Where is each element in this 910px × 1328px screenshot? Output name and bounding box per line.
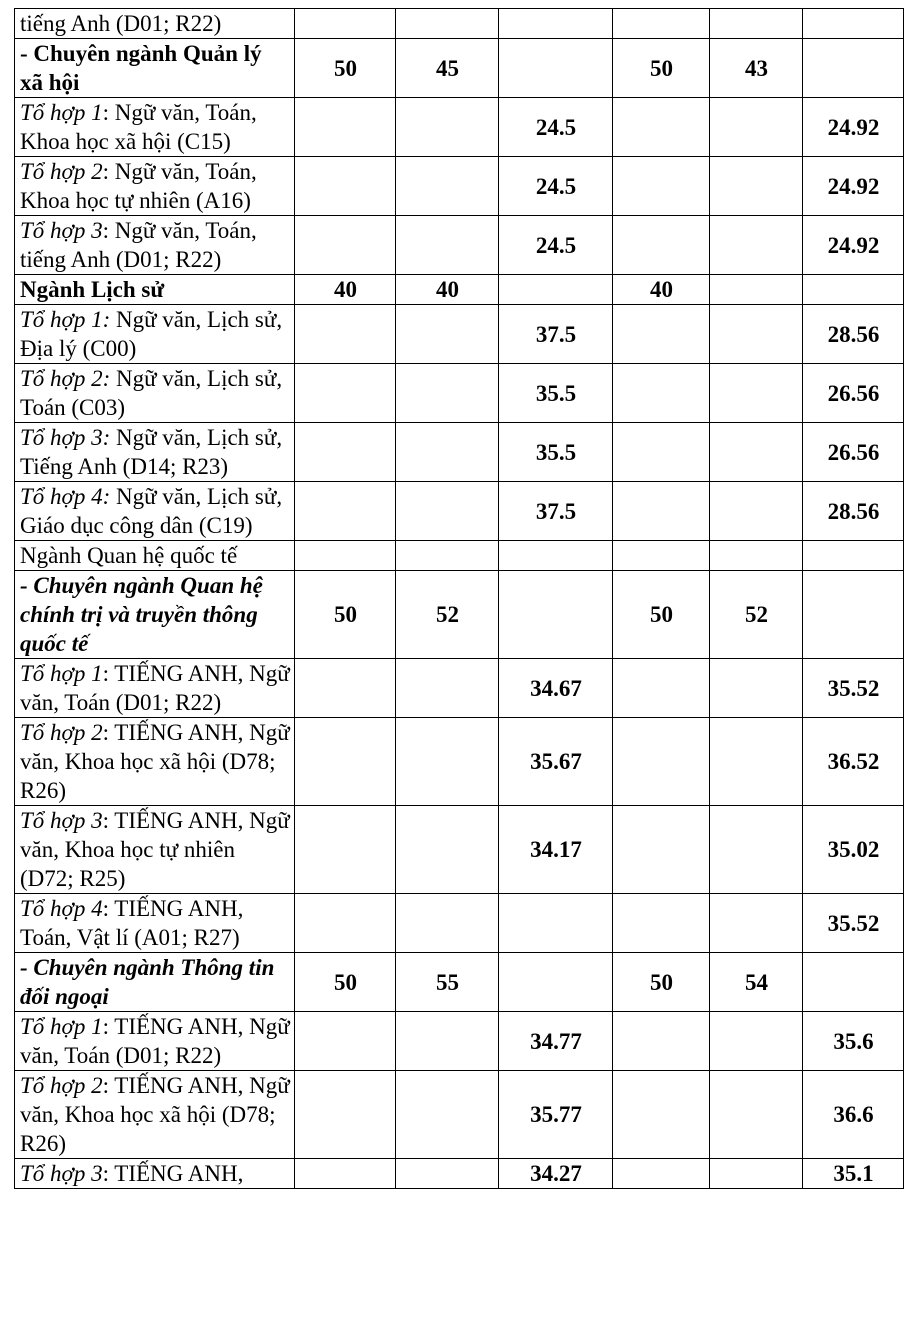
- value-cell-c6: [803, 39, 904, 98]
- value-cell-c5: [710, 275, 803, 305]
- value-cell-c3: 34.67: [499, 659, 613, 718]
- value-cell-c6: [803, 541, 904, 571]
- table-body: [15, 9, 904, 1189]
- value-cell-c5: [710, 659, 803, 718]
- value-cell-c6: 28.56: [803, 305, 904, 364]
- value-cell-c6: 35.02: [803, 806, 904, 894]
- program-label-cell: [15, 1012, 295, 1071]
- value-cell-c5: [710, 482, 803, 541]
- table-row: [15, 894, 904, 953]
- value-cell-c3: [499, 953, 613, 1012]
- table-row: [15, 1012, 904, 1071]
- value-cell-c6: [803, 953, 904, 1012]
- value-cell-c1: [295, 98, 396, 157]
- program-label-cell: [15, 953, 295, 1012]
- value-cell-c6: [803, 275, 904, 305]
- value-cell-c1: [295, 718, 396, 806]
- value-cell-c6: 35.6: [803, 1012, 904, 1071]
- combo-subjects: : TIẾNG ANH, Ngữ văn, Toán (D01; R22): [20, 661, 290, 715]
- program-name: - Chuyên ngành Quan hệ chính trị và truyền thông quốc tế: [20, 573, 263, 656]
- value-cell-c4: [613, 718, 710, 806]
- combo-name: Tổ hợp 4: [20, 896, 103, 921]
- value-cell-c6: 24.92: [803, 157, 904, 216]
- value-cell-c2: [396, 305, 499, 364]
- value-cell-c1: [295, 364, 396, 423]
- value-cell-c5: 54: [710, 953, 803, 1012]
- program-label-cell: [15, 275, 295, 305]
- value-cell-c3: 35.67: [499, 718, 613, 806]
- value-cell-c1: [295, 1071, 396, 1159]
- value-cell-c5: [710, 1012, 803, 1071]
- combo-name: Tổ hợp 2:: [20, 366, 111, 391]
- value-cell-c6: 26.56: [803, 423, 904, 482]
- value-cell-c3: 37.5: [499, 305, 613, 364]
- value-cell-c1: [295, 1012, 396, 1071]
- value-cell-c4: [613, 423, 710, 482]
- value-cell-c5: [710, 305, 803, 364]
- value-cell-c1: [295, 541, 396, 571]
- value-cell-c4: [613, 364, 710, 423]
- program-label-cell: [15, 571, 295, 659]
- value-cell-c2: [396, 157, 499, 216]
- value-cell-c3: [499, 39, 613, 98]
- value-cell-c6: 24.92: [803, 98, 904, 157]
- value-cell-c4: [613, 1012, 710, 1071]
- combo-subjects: : TIẾNG ANH, Ngữ văn, Toán (D01; R22): [20, 1014, 290, 1068]
- table-row: [15, 806, 904, 894]
- value-cell-c4: [613, 9, 710, 39]
- value-cell-c5: [710, 364, 803, 423]
- table-row: [15, 482, 904, 541]
- combo-name: Tổ hợp 1: [20, 661, 103, 686]
- value-cell-c6: 36.6: [803, 1071, 904, 1159]
- program-name: - Chuyên ngành Quản lý xã hội: [20, 41, 262, 95]
- program-name: Ngành Quan hệ quốc tế: [20, 543, 238, 568]
- combo-subjects: Ngữ văn, Lịch sử, Tiếng Anh (D14; R23): [20, 425, 283, 479]
- value-cell-c4: [613, 98, 710, 157]
- table-row: [15, 571, 904, 659]
- combo-subjects: Ngữ văn, Lịch sử, Địa lý (C00): [20, 307, 283, 361]
- value-cell-c5: 52: [710, 571, 803, 659]
- value-cell-c6: [803, 9, 904, 39]
- table-row: [15, 659, 904, 718]
- value-cell-c6: 35.1: [803, 1159, 904, 1189]
- value-cell-c1: [295, 423, 396, 482]
- value-cell-c2: [396, 482, 499, 541]
- value-cell-c5: [710, 9, 803, 39]
- value-cell-c1: [295, 216, 396, 275]
- table-row: [15, 953, 904, 1012]
- admission-scores-table: [14, 8, 904, 1189]
- program-name: tiếng Anh (D01; R22): [20, 11, 222, 36]
- value-cell-c5: [710, 1071, 803, 1159]
- program-label-cell: [15, 659, 295, 718]
- value-cell-c2: [396, 659, 499, 718]
- value-cell-c2: [396, 1159, 499, 1189]
- value-cell-c1: [295, 894, 396, 953]
- value-cell-c4: [613, 541, 710, 571]
- value-cell-c5: [710, 894, 803, 953]
- value-cell-c1: 50: [295, 571, 396, 659]
- value-cell-c6: 35.52: [803, 659, 904, 718]
- table-row: [15, 718, 904, 806]
- value-cell-c1: [295, 157, 396, 216]
- value-cell-c6: 35.52: [803, 894, 904, 953]
- program-label-cell: [15, 39, 295, 98]
- table-row: [15, 275, 904, 305]
- table-row: [15, 157, 904, 216]
- program-label-cell: [15, 98, 295, 157]
- value-cell-c5: [710, 806, 803, 894]
- table-row: [15, 1071, 904, 1159]
- program-label-cell: [15, 305, 295, 364]
- value-cell-c3: 24.5: [499, 157, 613, 216]
- value-cell-c4: 50: [613, 953, 710, 1012]
- value-cell-c2: [396, 216, 499, 275]
- value-cell-c3: 34.77: [499, 1012, 613, 1071]
- value-cell-c2: 40: [396, 275, 499, 305]
- value-cell-c4: [613, 216, 710, 275]
- combo-name: Tổ hợp 2: [20, 720, 103, 745]
- program-name: Ngành Lịch sử: [20, 277, 165, 302]
- table-row: [15, 423, 904, 482]
- combo-subjects: : TIẾNG ANH, Ngữ văn, Khoa học tự nhiên (D72; R25): [20, 808, 290, 891]
- combo-subjects: Ngữ văn, Lịch sử, Toán (C03): [20, 366, 283, 420]
- value-cell-c1: [295, 482, 396, 541]
- program-label-cell: [15, 541, 295, 571]
- combo-subjects: : TIẾNG ANH, Toán, Vật lí (A01; R27): [20, 896, 244, 950]
- value-cell-c1: [295, 9, 396, 39]
- value-cell-c1: [295, 305, 396, 364]
- value-cell-c6: 28.56: [803, 482, 904, 541]
- program-label-cell: [15, 157, 295, 216]
- program-label-cell: [15, 718, 295, 806]
- value-cell-c3: 34.27: [499, 1159, 613, 1189]
- combo-name: Tổ hợp 3: [20, 1161, 103, 1186]
- value-cell-c6: 24.92: [803, 216, 904, 275]
- value-cell-c4: [613, 806, 710, 894]
- combo-name: Tổ hợp 2: [20, 1073, 103, 1098]
- table-row: [15, 98, 904, 157]
- value-cell-c3: [499, 275, 613, 305]
- combo-subjects: : Ngữ văn, Toán, Khoa học xã hội (C15): [20, 100, 257, 154]
- value-cell-c5: [710, 1159, 803, 1189]
- combo-subjects: : Ngữ văn, Toán, tiếng Anh (D01; R22): [20, 218, 257, 272]
- value-cell-c3: 35.77: [499, 1071, 613, 1159]
- value-cell-c2: [396, 1012, 499, 1071]
- combo-name: Tổ hợp 1:: [20, 307, 111, 332]
- program-label-cell: [15, 216, 295, 275]
- value-cell-c1: 50: [295, 953, 396, 1012]
- table-row: [15, 216, 904, 275]
- program-label-cell: [15, 364, 295, 423]
- program-label-cell: [15, 894, 295, 953]
- value-cell-c2: [396, 718, 499, 806]
- program-label-cell: [15, 9, 295, 39]
- value-cell-c5: [710, 718, 803, 806]
- value-cell-c1: 50: [295, 39, 396, 98]
- value-cell-c2: 52: [396, 571, 499, 659]
- value-cell-c1: [295, 659, 396, 718]
- combo-name: Tổ hợp 1: [20, 1014, 103, 1039]
- value-cell-c2: [396, 541, 499, 571]
- value-cell-c3: [499, 571, 613, 659]
- combo-subjects: : TIẾNG ANH, Ngữ văn, Khoa học xã hội (D78; R26): [20, 1073, 290, 1156]
- table-row: [15, 541, 904, 571]
- value-cell-c2: [396, 806, 499, 894]
- value-cell-c3: 35.5: [499, 364, 613, 423]
- value-cell-c3: 34.17: [499, 806, 613, 894]
- combo-name: Tổ hợp 1: [20, 100, 103, 125]
- combo-subjects: : TIẾNG ANH,: [102, 1161, 244, 1186]
- value-cell-c3: 35.5: [499, 423, 613, 482]
- combo-subjects: Ngữ văn, Lịch sử, Giáo dục công dân (C19): [20, 484, 283, 538]
- value-cell-c3: 24.5: [499, 216, 613, 275]
- value-cell-c4: 40: [613, 275, 710, 305]
- value-cell-c4: [613, 305, 710, 364]
- value-cell-c3: [499, 9, 613, 39]
- value-cell-c3: 24.5: [499, 98, 613, 157]
- value-cell-c5: [710, 98, 803, 157]
- value-cell-c2: [396, 9, 499, 39]
- value-cell-c2: [396, 423, 499, 482]
- value-cell-c2: [396, 1071, 499, 1159]
- combo-subjects: : Ngữ văn, Toán, Khoa học tự nhiên (A16): [20, 159, 257, 213]
- value-cell-c5: 43: [710, 39, 803, 98]
- value-cell-c4: [613, 659, 710, 718]
- value-cell-c6: 26.56: [803, 364, 904, 423]
- value-cell-c2: 55: [396, 953, 499, 1012]
- value-cell-c4: [613, 482, 710, 541]
- value-cell-c6: 36.52: [803, 718, 904, 806]
- value-cell-c5: [710, 423, 803, 482]
- combo-name: Tổ hợp 4:: [20, 484, 111, 509]
- combo-name: Tổ hợp 2: [20, 159, 103, 184]
- value-cell-c2: [396, 364, 499, 423]
- table-row: [15, 364, 904, 423]
- value-cell-c5: [710, 216, 803, 275]
- value-cell-c3: [499, 541, 613, 571]
- value-cell-c4: 50: [613, 39, 710, 98]
- value-cell-c4: [613, 1159, 710, 1189]
- table-row: [15, 39, 904, 98]
- combo-name: Tổ hợp 3:: [20, 425, 111, 450]
- value-cell-c5: [710, 157, 803, 216]
- value-cell-c5: [710, 541, 803, 571]
- value-cell-c3: [499, 894, 613, 953]
- value-cell-c4: [613, 1071, 710, 1159]
- table-row: [15, 9, 904, 39]
- value-cell-c6: [803, 571, 904, 659]
- value-cell-c1: 40: [295, 275, 396, 305]
- program-label-cell: [15, 482, 295, 541]
- combo-name: Tổ hợp 3: [20, 808, 103, 833]
- value-cell-c2: [396, 894, 499, 953]
- value-cell-c1: [295, 1159, 396, 1189]
- table-row: [15, 1159, 904, 1189]
- program-label-cell: [15, 806, 295, 894]
- value-cell-c2: [396, 98, 499, 157]
- value-cell-c4: 50: [613, 571, 710, 659]
- value-cell-c2: 45: [396, 39, 499, 98]
- value-cell-c3: 37.5: [499, 482, 613, 541]
- value-cell-c4: [613, 894, 710, 953]
- program-label-cell: [15, 1071, 295, 1159]
- program-label-cell: [15, 423, 295, 482]
- program-name: - Chuyên ngành Thông tin đối ngoại: [20, 955, 275, 1009]
- combo-name: Tổ hợp 3: [20, 218, 103, 243]
- value-cell-c4: [613, 157, 710, 216]
- value-cell-c1: [295, 806, 396, 894]
- combo-subjects: : TIẾNG ANH, Ngữ văn, Khoa học xã hội (D78; R26): [20, 720, 290, 803]
- table-row: [15, 305, 904, 364]
- program-label-cell: [15, 1159, 295, 1189]
